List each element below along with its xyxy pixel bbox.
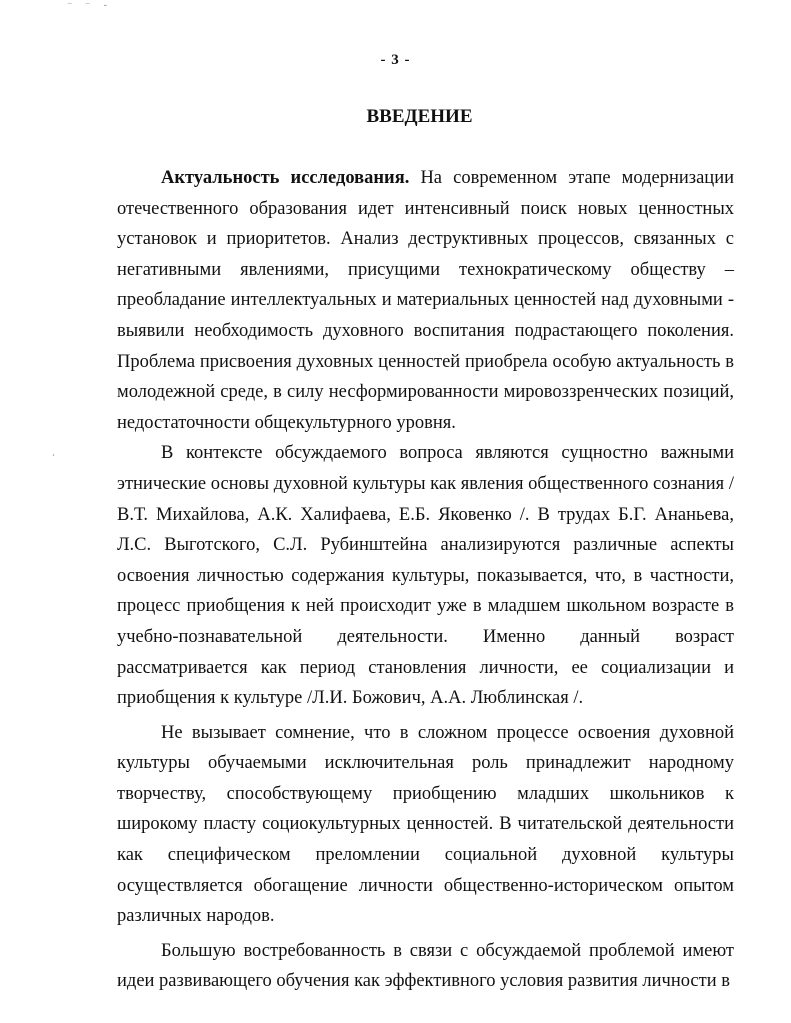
paragraph-text: В контексте обсуждаемого вопроса являются сущностно важными этнические основы духовной культуры как явления общественного сознания /В.Т. Михайлова, А.К. Халифаева, Е.Б. Яковенко /. В трудах Б.Г. Ананьева, Л.С. Выготского, С.Л. Рубинштейна анализируются различные аспекты освоения личностью содержания культуры, показывается, что, в частности, процесс приобщения к ней происходит уже в младшем школьном возрасте в учебно-познавательной деятельности. Именно данный возраст рассматривается как период становления личности, ее социализации и приобщения к культуре /Л.И. Божович, А.А. Люблинская /. [117, 443, 734, 709]
paragraph-context [117, 438, 734, 713]
paragraph-text: На современном этапе модернизации отечественного образования идет интенсивный поиск новых ценностных установок и приоритетов. Анализ деструктивных процессов, связанных с негативными явлениями, присущими технократическому обществу – преобладание интеллектуальных и материальных ценностей над духовными - выявили необходимость духовного воспитания подрастающего поколения. Проблема присвоения духовных ценностей приобрела особую актуальность в молодежной среде, в силу несформированности мировоззренческих позиций, недостаточности общекультурного уровня. [117, 168, 735, 433]
paragraph-folk-art [117, 718, 734, 932]
paragraph-relevance [117, 163, 734, 438]
page-number: - 3 - [380, 52, 411, 68]
paragraph-developmental-learning [117, 936, 734, 997]
margin-tick: ‘ [52, 452, 55, 462]
paragraph-text: Большую востребованность в связи с обсуждаемой проблемой имеют идеи развивающего обучения как эффективного условия развития личности в [117, 940, 734, 992]
scan-marks: ‾ ‾ ˘ [68, 4, 113, 15]
document-body [117, 163, 734, 997]
paragraph-lead: Актуальность исследования. [161, 168, 410, 188]
page-title: ВВЕДЕНИЕ [366, 106, 473, 127]
paragraph-text: Не вызывает сомнение, что в сложном процессе освоения духовной культуры обучаемыми исключительная роль принадлежит народному творчеству, способствующему приобщению младших школьников к широкому пласту социокультурных ценностей. В читательской деятельности как специфическом преломлении социальной духовной культуры осуществляется обогащение личности общественно-историческом опытом различных народов. [117, 722, 734, 927]
